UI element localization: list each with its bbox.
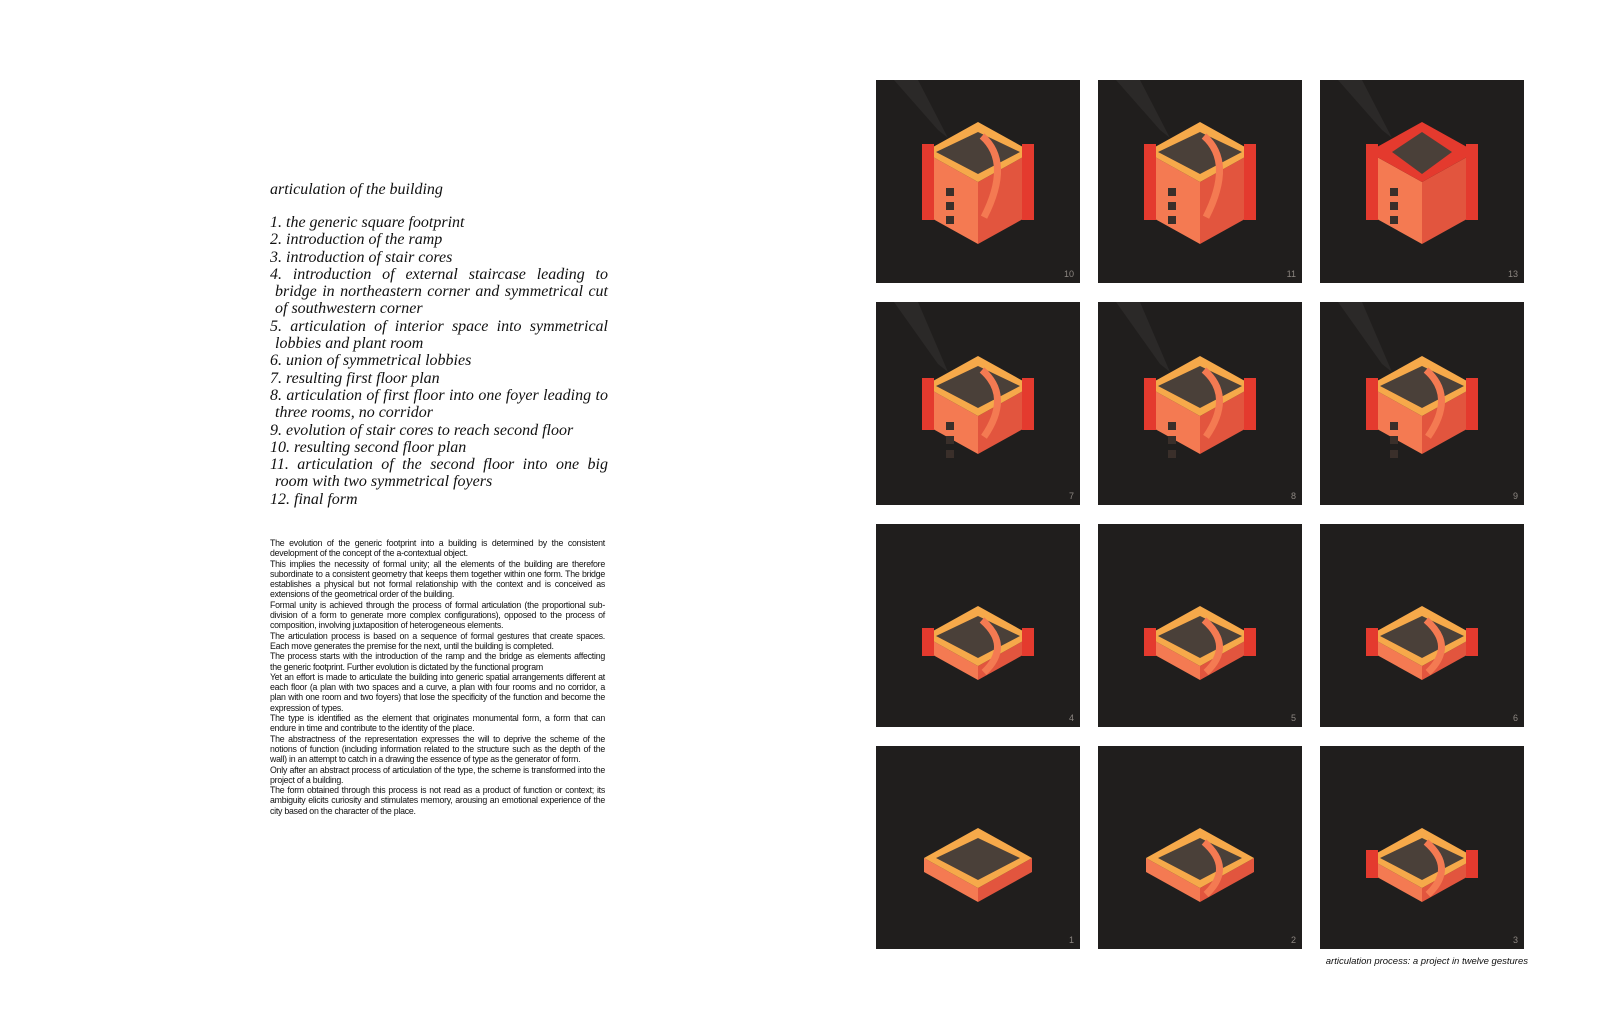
window bbox=[946, 450, 954, 458]
stair-core-west bbox=[1366, 850, 1378, 878]
stair-core-east bbox=[1244, 378, 1256, 430]
tile-number: 9 bbox=[1512, 491, 1518, 501]
building-axonometric bbox=[1098, 524, 1302, 727]
building-axonometric bbox=[1098, 746, 1302, 949]
articulation-list-block bbox=[270, 180, 608, 508]
tile-number: 8 bbox=[1290, 491, 1296, 501]
gesture-tile bbox=[1098, 80, 1302, 283]
gesture-tile bbox=[1320, 524, 1524, 727]
stair-core-west bbox=[1366, 628, 1378, 656]
tile-number: 7 bbox=[1068, 491, 1074, 501]
step-item: 8. articulation of first floor into one foyer leading to three rooms, no corridor bbox=[270, 386, 608, 422]
window bbox=[946, 436, 954, 444]
gesture-grid bbox=[876, 80, 1528, 952]
building-axonometric bbox=[876, 746, 1080, 949]
gesture-tile bbox=[1320, 80, 1524, 283]
window bbox=[1168, 216, 1176, 224]
building-axonometric bbox=[1098, 302, 1302, 505]
step-item: 11. articulation of the second floor into one big room with two symmetrical foyers bbox=[270, 456, 608, 491]
body-paragraph: The abstractness of the representation expresses the will to deprive the scheme of the notions of function (including information related to the structure such as the depth of the wall) in an attempt to catch in a drawing the essence of type as the generator of form. bbox=[270, 733, 605, 765]
window bbox=[1168, 188, 1176, 196]
window bbox=[1168, 436, 1176, 444]
step-item: 7. resulting first floor plan bbox=[270, 369, 440, 387]
step-item: 2. introduction of the ramp bbox=[270, 231, 443, 249]
gesture-tile bbox=[876, 80, 1080, 283]
light-beam bbox=[894, 80, 948, 138]
gesture-tile bbox=[1098, 302, 1302, 505]
gesture-tile bbox=[876, 302, 1080, 505]
stair-core-west bbox=[922, 628, 934, 656]
stair-core-east bbox=[1022, 378, 1034, 430]
light-beam bbox=[1116, 80, 1170, 138]
step-item: 5. articulation of interior space into symmetrical lobbies and plant room bbox=[270, 317, 608, 353]
stair-core-east bbox=[1466, 850, 1478, 878]
stair-core-west bbox=[1144, 144, 1156, 220]
section-heading: articulation of the building bbox=[270, 181, 443, 198]
stair-core-west bbox=[1144, 378, 1156, 430]
stair-core-east bbox=[1022, 144, 1034, 220]
stair-core-west bbox=[922, 378, 934, 430]
tile-number: 10 bbox=[1063, 269, 1074, 279]
stair-core-east bbox=[1244, 144, 1256, 220]
gesture-tile bbox=[1320, 746, 1524, 949]
body-paragraph: This implies the necessity of formal unity; all the elements of the building are therefore subordinate to a consistent geometry that keeps them together within one form. The bridge establishes a physical but not formal relationship with the context and is conceived as extensions of the geometrical order of the building. bbox=[270, 558, 605, 600]
stair-core-east bbox=[1022, 628, 1034, 656]
stair-core-east bbox=[1466, 144, 1478, 220]
window bbox=[1168, 422, 1176, 430]
step-item: 3. introduction of stair cores bbox=[270, 248, 453, 266]
tile-number: 3 bbox=[1512, 935, 1518, 945]
stair-core-east bbox=[1244, 628, 1256, 656]
gesture-tile bbox=[876, 746, 1080, 949]
stair-core-east bbox=[1466, 628, 1478, 656]
step-item: 4. introduction of external staircase leading to bridge in northeastern corner and symmetrical cut of southwestern corner bbox=[270, 265, 608, 318]
building-axonometric bbox=[876, 80, 1080, 283]
step-item: 10. resulting second floor plan bbox=[270, 438, 467, 456]
window bbox=[1168, 202, 1176, 210]
body-paragraph: The type is identified as the element that originates monumental form, a form that can endure in time and contribute to the identity of the place. bbox=[270, 713, 605, 734]
step-item: 6. union of symmetrical lobbies bbox=[270, 352, 472, 370]
body-paragraph: The articulation process is based on a sequence of formal gestures that create spaces. Each move generates the premise for the next, until the building is completed. bbox=[270, 630, 605, 651]
building-axonometric bbox=[876, 524, 1080, 727]
window bbox=[1168, 450, 1176, 458]
window bbox=[946, 202, 954, 210]
gesture-tile bbox=[1098, 746, 1302, 949]
light-beam bbox=[1116, 302, 1170, 372]
stair-core-west bbox=[1144, 628, 1156, 656]
window bbox=[1390, 450, 1398, 458]
tile-number: 1 bbox=[1068, 935, 1074, 945]
building-axonometric bbox=[1098, 80, 1302, 283]
step-item: 9. evolution of stair cores to reach second floor bbox=[270, 421, 574, 439]
window bbox=[946, 216, 954, 224]
gesture-tile bbox=[876, 524, 1080, 727]
steps-list bbox=[270, 214, 608, 508]
window bbox=[1390, 422, 1398, 430]
body-paragraph: Only after an abstract process of articulation of the type, the scheme is transformed into the project of a building. bbox=[270, 764, 605, 785]
light-beam bbox=[1338, 302, 1392, 372]
body-paragraph: The process starts with the introduction of the ramp and the bridge as elements affecting the generic footprint. Further evolution is dictated by the functional program bbox=[270, 651, 605, 672]
building-axonometric bbox=[876, 302, 1080, 505]
tile-number: 5 bbox=[1290, 713, 1296, 723]
body-paragraph: Formal unity is achieved through the process of formal articulation (the proportional sub-division of a form to generate more complex configurations), opposed to the process of composition, involving juxtaposition of heterogeneous elements. bbox=[270, 599, 605, 631]
building-axonometric bbox=[1320, 746, 1524, 949]
stair-core-west bbox=[1366, 378, 1378, 430]
tile-number: 2 bbox=[1290, 935, 1296, 945]
tile-number: 11 bbox=[1286, 269, 1296, 279]
window bbox=[1390, 436, 1398, 444]
step-item: 1. the generic square footprint bbox=[270, 214, 465, 231]
window bbox=[946, 188, 954, 196]
step-item: 12. final form bbox=[270, 490, 358, 508]
window bbox=[946, 422, 954, 430]
tile-number: 4 bbox=[1068, 713, 1074, 723]
stair-core-east bbox=[1466, 378, 1478, 430]
gesture-tile bbox=[1098, 524, 1302, 727]
light-beam bbox=[1338, 80, 1392, 138]
window bbox=[1390, 216, 1398, 224]
body-paragraph: The evolution of the generic footprint into a building is determined by the consistent development of the concept of the a-contextual object. bbox=[270, 538, 605, 559]
figure-caption: articulation process: a project in twelve gestures bbox=[1325, 956, 1528, 967]
tile-number: 13 bbox=[1507, 269, 1518, 279]
body-text bbox=[270, 538, 605, 816]
gesture-tile bbox=[1320, 302, 1524, 505]
window bbox=[1390, 188, 1398, 196]
body-paragraph: Yet an effort is made to articulate the building into generic spatial arrangements different at each floor (a plan with two spaces and a curve, a plan with four rooms and no corridor, a plan with one room and two foyers) that lose the specificity of the function and become the expression of types. bbox=[270, 671, 605, 713]
building-axonometric bbox=[1320, 524, 1524, 727]
building-axonometric bbox=[1320, 80, 1524, 283]
stair-core-west bbox=[1366, 144, 1378, 220]
light-beam bbox=[894, 302, 948, 372]
tile-number: 6 bbox=[1512, 713, 1518, 723]
stair-core-west bbox=[922, 144, 934, 220]
building-axonometric bbox=[1320, 302, 1524, 505]
body-paragraph: The form obtained through this process is not read as a product of function or context; its ambiguity elicits curiosity and stimulates memory, arousing an emotional experience of the city based on the character of the place. bbox=[270, 785, 605, 816]
window bbox=[1390, 202, 1398, 210]
